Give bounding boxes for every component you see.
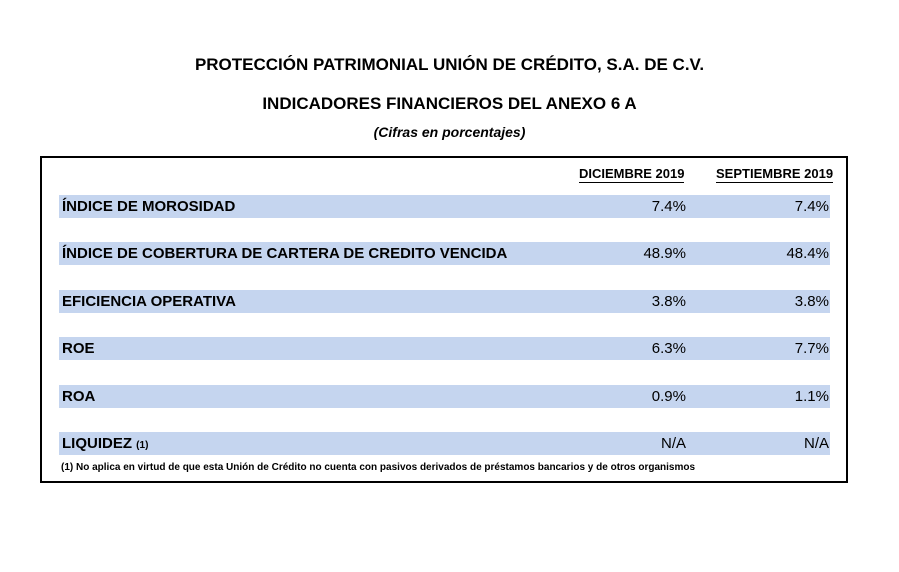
units-note: (Cifras en porcentajes)	[373, 124, 526, 140]
row-label	[62, 435, 148, 452]
value-septiembre: 3.8%	[794, 293, 829, 310]
value-septiembre: 1.1%	[794, 388, 829, 405]
value-diciembre: 6.3%	[651, 340, 686, 357]
value-septiembre: N/A	[803, 435, 829, 452]
table-row	[59, 432, 830, 455]
report-title: INDICADORES FINANCIEROS DEL ANEXO 6 A	[262, 94, 637, 113]
value-septiembre: 7.7%	[794, 340, 829, 357]
value-diciembre: 3.8%	[651, 293, 686, 310]
row-label: ÍNDICE DE MOROSIDAD	[62, 198, 236, 215]
table-row	[59, 195, 830, 218]
row-label-text: LIQUIDEZ	[62, 435, 132, 452]
indicators-table	[40, 156, 848, 483]
table-row	[59, 337, 830, 360]
column-header-diciembre: DICIEMBRE 2019	[579, 166, 685, 181]
footnote-marker: (1)	[136, 440, 149, 451]
row-label: ÍNDICE DE COBERTURA DE CARTERA DE CREDITO VENCIDA	[62, 245, 508, 262]
value-septiembre: 7.4%	[794, 198, 829, 215]
table-row	[59, 242, 830, 265]
company-title: PROTECCIÓN PATRIMONIAL UNIÓN DE CRÉDITO, S.A. DE C.V.	[194, 55, 705, 74]
footnote: (1) No aplica en virtud de que esta Unión de Crédito no cuenta con pasivos derivados de préstamos bancarios y de otros organismos	[61, 462, 696, 473]
row-label: ROE	[62, 340, 95, 357]
row-label: EFICIENCIA OPERATIVA	[62, 293, 236, 310]
table-row	[59, 290, 830, 313]
row-label: ROA	[62, 388, 96, 405]
value-diciembre: 48.9%	[643, 245, 686, 262]
value-diciembre: N/A	[660, 435, 686, 452]
column-header-septiembre: SEPTIEMBRE 2019	[716, 166, 834, 181]
value-diciembre: 0.9%	[651, 388, 686, 405]
table-row	[59, 385, 830, 408]
value-septiembre: 48.4%	[786, 245, 829, 262]
value-diciembre: 7.4%	[651, 198, 686, 215]
